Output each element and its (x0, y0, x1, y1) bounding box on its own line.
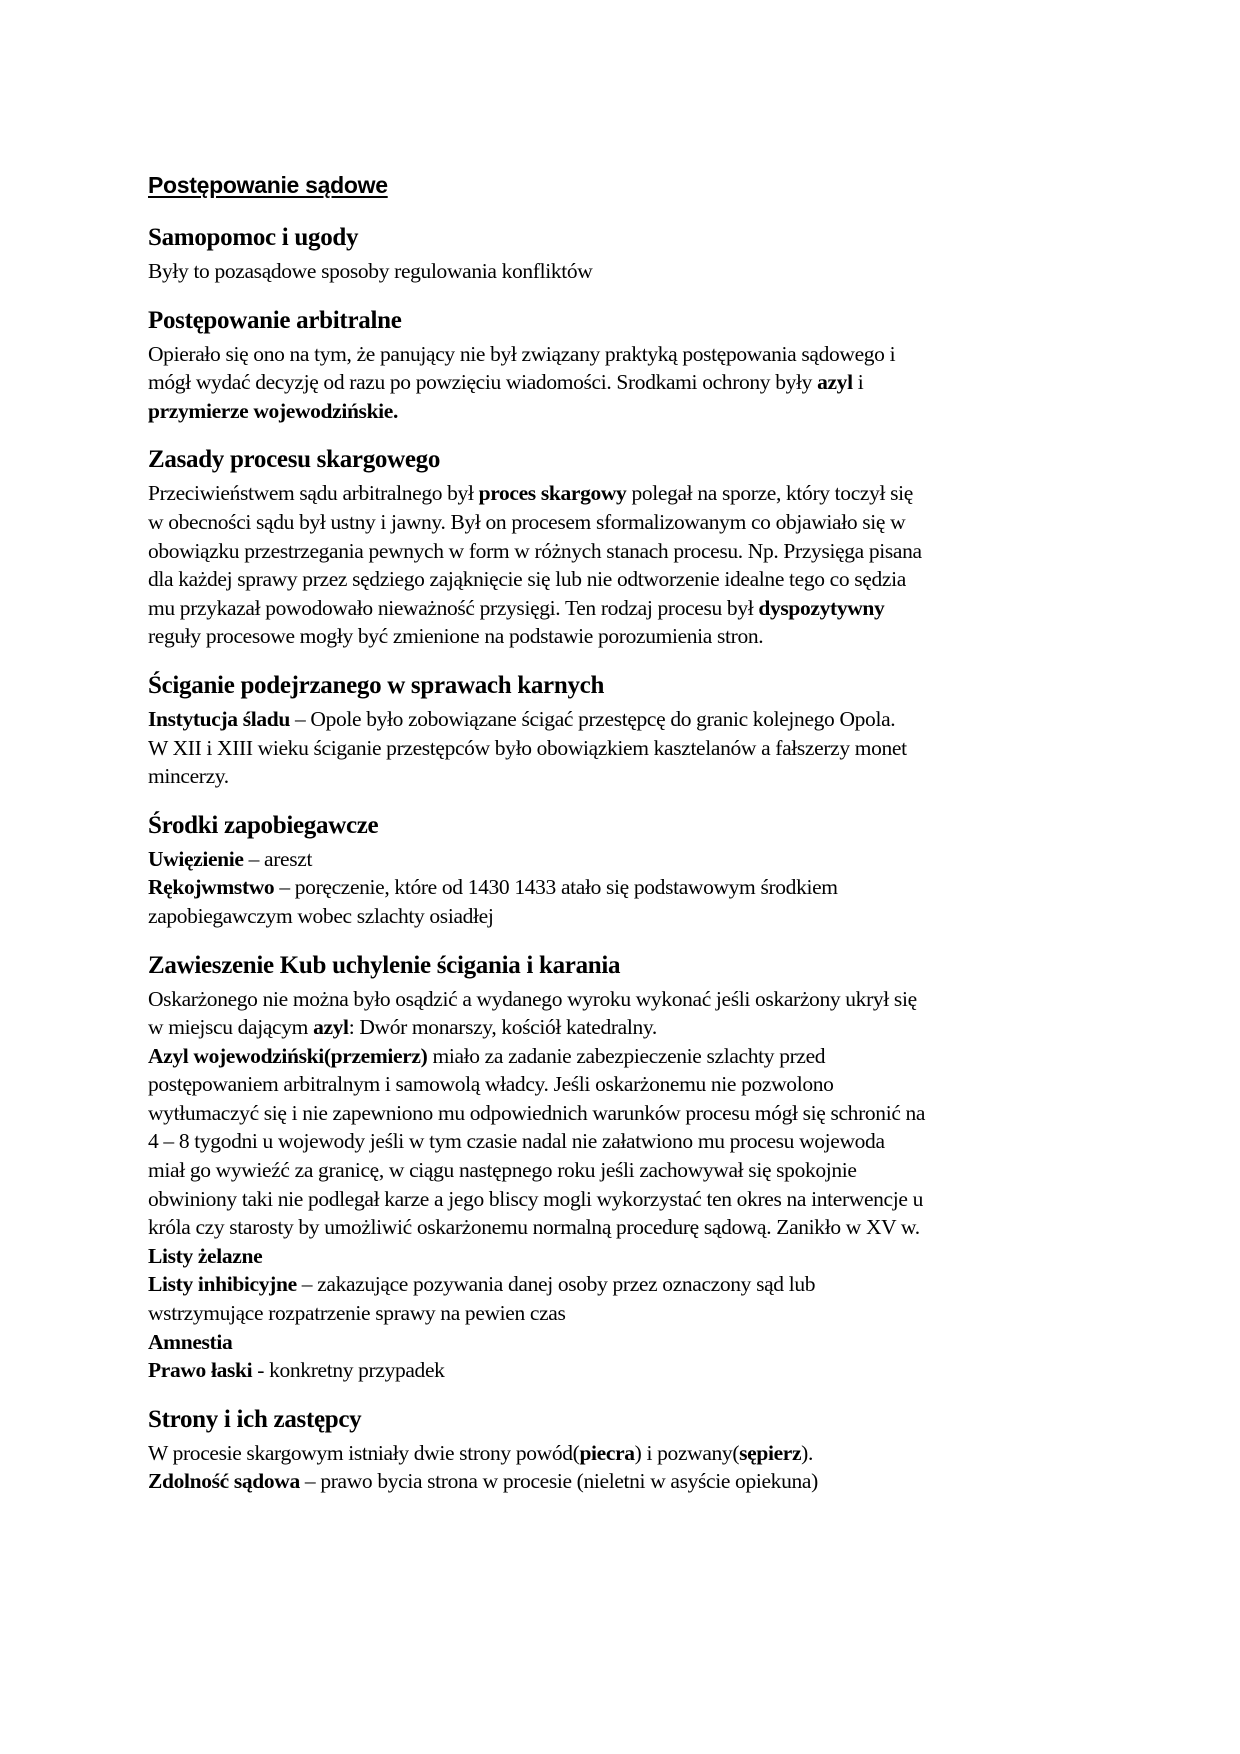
text-line (148, 1356, 1108, 1385)
text-run: reguły procesowe mogły być zmienione na podstawie porozumienia stron. (148, 624, 764, 649)
text-line (148, 340, 1108, 369)
section-paragraph (148, 705, 1108, 791)
text-line (148, 1127, 1108, 1156)
bold-term: Uwięzienie (148, 846, 244, 871)
text-run: mu przykazał powodowało nieważność przysięgi. Ten rodzaj procesu był (148, 595, 759, 620)
text-run: postępowaniem arbitralnym i samowolą władcy. Jeśli oskarżonemu nie pozwolono (148, 1072, 834, 1097)
bold-term: Zdolność sądowa (148, 1469, 300, 1494)
text-run: w obecności sądu był ustny i jawny. Był on procesem sformalizowanym co objawiało się w (148, 509, 906, 534)
text-line (148, 873, 1108, 902)
text-line (148, 1213, 1108, 1242)
bold-term: azyl (313, 1015, 349, 1040)
text-line (148, 257, 1108, 286)
text-line (148, 705, 1108, 734)
bold-term: Instytucja śladu (148, 706, 290, 731)
text-line (148, 845, 1108, 874)
text-line (148, 537, 1108, 566)
text-line (148, 1156, 1108, 1185)
section (148, 306, 1108, 426)
text-run: dla każdej sprawy przez sędziego zająknięcie się lub nie odtworzenie idealne tego co sędzia (148, 567, 906, 592)
bold-term: sępierz (739, 1440, 802, 1465)
section-heading: Postępowanie arbitralne (148, 306, 402, 334)
text-line (148, 368, 1108, 397)
text-line (148, 734, 1108, 763)
bold-term: Listy żelazne (148, 1243, 263, 1268)
text-line (148, 479, 1108, 508)
text-line (148, 1299, 1108, 1328)
text-run: – prawo bycia strona w procesie (nieletni w asyście opiekuna) (299, 1469, 818, 1494)
text-run: ). (801, 1440, 814, 1465)
text-run: wstrzymujące rozpatrzenie sprawy na pewien czas (148, 1301, 566, 1326)
section-heading: Zasady procesu skargowego (148, 446, 441, 474)
section-heading: Samopomoc i ugody (148, 224, 359, 251)
text-run: – zakazujące pozywania danej osoby przez oznaczony sąd lub (296, 1272, 816, 1297)
section-paragraph (148, 340, 1108, 426)
bold-term: przymierze wojewodzińskie. (148, 398, 399, 423)
text-run: : Dwór monarszy, kościół katedralny. (348, 1015, 657, 1040)
text-run: mincerzy. (148, 764, 229, 789)
bold-term: Azyl wojewodziński(przemierz) (148, 1043, 428, 1068)
text-line (148, 1242, 1108, 1271)
text-run: miało za zadanie zabezpieczenie szlachty przed (427, 1043, 826, 1068)
text-line (148, 1467, 1108, 1496)
text-run: króla czy starosty by umożliwić oskarżonemu normalną procedurę sądową. Zanikło w XV w. (148, 1215, 920, 1240)
section (148, 951, 1108, 1385)
section (148, 1405, 1108, 1496)
text-line (148, 594, 1108, 623)
section (148, 811, 1108, 931)
bold-term: Listy inhibicyjne (148, 1272, 297, 1297)
text-line (148, 1270, 1108, 1299)
bold-term: dyspozytywny (758, 595, 885, 620)
section-paragraph (148, 479, 1108, 651)
text-run: ) i pozwany( (634, 1440, 740, 1465)
section-paragraph (148, 257, 1108, 286)
text-run: polegał na sporze, który toczył się (626, 481, 913, 506)
text-line (148, 1099, 1108, 1128)
text-run: obwiniony taki nie podlegał karze a jego bliscy mogli wykorzystać ten okres na interwencje u (148, 1186, 923, 1211)
text-run: W procesie skargowym istniały dwie strony powód( (148, 1440, 580, 1465)
text-run: – Opole było zobowiązane ścigać przestępcę do granic kolejnego Opola. (289, 706, 896, 731)
text-line (148, 1070, 1108, 1099)
text-run: - konkretny przypadek (252, 1358, 445, 1383)
section (148, 223, 1108, 286)
bold-term: Amnestia (148, 1329, 233, 1354)
text-run: zapobiegawczym wobec szlachty osiadłej (148, 903, 494, 928)
text-run: – poręczenie, które od 1430 1433 atało się podstawowym środkiem (274, 875, 838, 900)
text-line (148, 762, 1108, 791)
text-run: i (852, 370, 864, 395)
document-page (148, 172, 1108, 1516)
text-line (148, 1439, 1108, 1468)
text-run: obowiązku przestrzegania pewnych w form w różnych stanach procesu. Np. Przysięga pisana (148, 538, 922, 563)
bold-term: Rękojwmstwo (148, 875, 275, 900)
bold-term: azyl (817, 370, 853, 395)
text-run: mógł wydać decyzję od razu po powzięciu wiadomości. Srodkami ochrony były (148, 370, 818, 395)
text-run: Oskarżonego nie można było osądzić a wydanego wyroku wykonać jeśli oskarżony ukrył się (148, 986, 917, 1011)
text-run: Opierało się ono na tym, że panujący nie był związany praktyką postępowania sądowego i (148, 341, 896, 366)
text-line (148, 1328, 1108, 1357)
text-run: miał go wywieźć za granicę, w ciągu następnego roku jeśli zachowywał się spokojnie (148, 1158, 857, 1183)
bold-term: Prawo łaski (148, 1358, 253, 1383)
section-paragraph (148, 845, 1108, 931)
text-line (148, 565, 1108, 594)
text-line (148, 902, 1108, 931)
section-paragraph (148, 1439, 1108, 1496)
text-line (148, 508, 1108, 537)
bold-term: proces skargowy (478, 481, 627, 506)
text-run: – areszt (243, 846, 313, 871)
bold-term: piecra (579, 1440, 635, 1465)
section-heading: Środki zapobiegawcze (148, 811, 379, 839)
text-run: wytłumaczyć się i nie zapewniono mu odpowiednich warunków procesu mógł się schronić na (148, 1100, 926, 1125)
section (148, 671, 1108, 791)
section-heading: Zawieszenie Kub uchylenie ścigania i karania (148, 951, 621, 979)
section-paragraph (148, 985, 1108, 1385)
text-line (148, 622, 1108, 651)
text-line (148, 1185, 1108, 1214)
text-run: Były to pozasądowe sposoby regulowania konfliktów (148, 259, 593, 283)
document-title: Postępowanie sądowe (148, 172, 388, 198)
document-body (148, 223, 1108, 1496)
text-line (148, 1013, 1108, 1042)
text-line (148, 985, 1108, 1014)
text-run: W XII i XIII wieku ściganie przestępców było obowiązkiem kasztelanów a fałszerzy monet (148, 735, 907, 760)
text-line (148, 1042, 1108, 1071)
section (148, 445, 1108, 651)
section-heading: Strony i ich zastępcy (148, 1405, 362, 1433)
section-heading: Ściganie podejrzanego w sprawach karnych (148, 671, 605, 699)
text-line (148, 397, 1108, 426)
text-run: w miejscu dającym (148, 1015, 314, 1040)
text-run: Przeciwieństwem sądu arbitralnego był (148, 481, 479, 506)
text-run: 4 – 8 tygodni u wojewody jeśli w tym czasie nadal nie załatwiono mu procesu wojewoda (148, 1129, 885, 1154)
